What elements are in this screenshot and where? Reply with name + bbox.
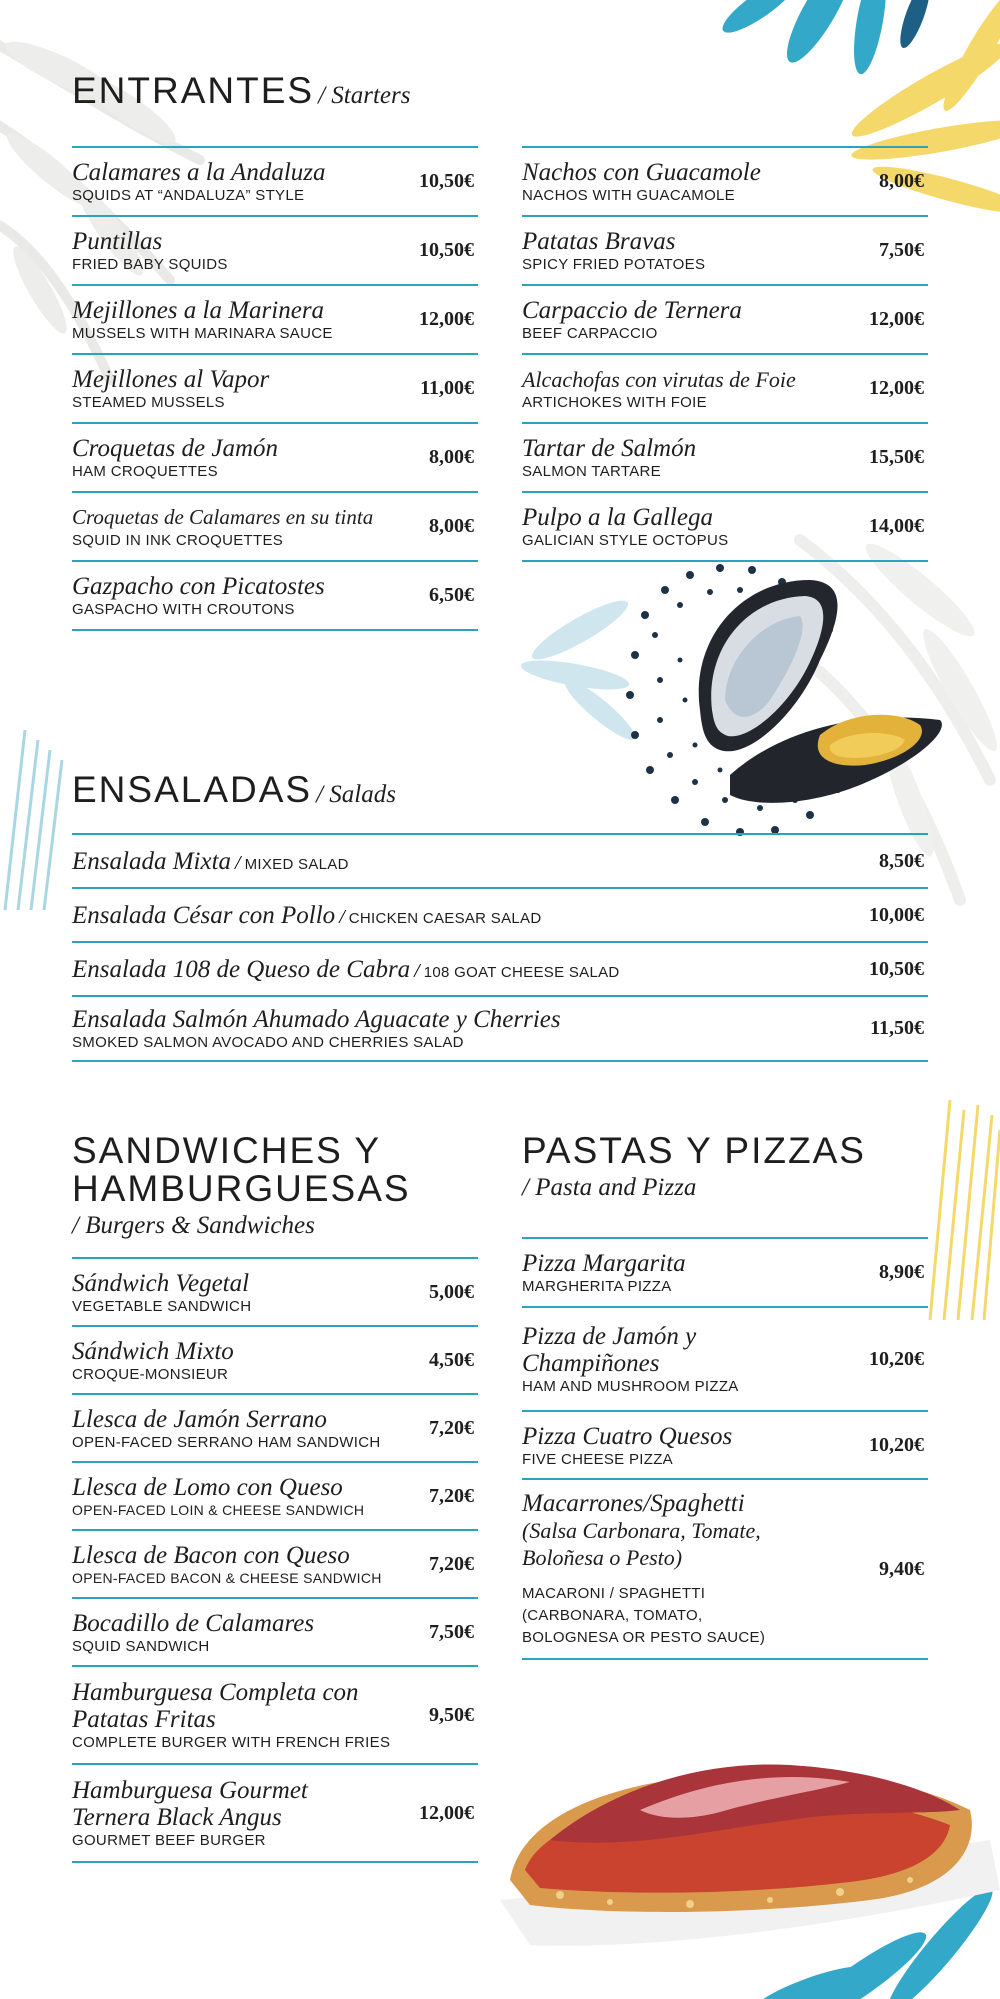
list-item xyxy=(522,1412,928,1480)
item-name: Calamares a la Andaluza xyxy=(72,159,326,186)
item-price: 7,20€ xyxy=(429,1552,474,1575)
list-item xyxy=(522,286,928,355)
item-translation-line2: (CARBONARA, TOMATO, xyxy=(522,1607,703,1624)
item-name: Ensalada 108 de Queso de Cabra xyxy=(72,955,411,983)
list-item xyxy=(72,286,478,355)
item-name: Pizza Margarita xyxy=(522,1250,686,1277)
item-price: 6,50€ xyxy=(429,584,474,606)
item-price: 11,50€ xyxy=(870,1017,924,1039)
list-item xyxy=(72,1765,478,1863)
starters-title: ENTRANTES xyxy=(72,70,315,111)
list-item xyxy=(522,424,928,493)
salads-header xyxy=(72,771,396,809)
item-name: Pulpo a la Gallega xyxy=(522,504,713,531)
item-name-line2: Champiñones xyxy=(522,1350,660,1377)
item-price: 14,00€ xyxy=(869,515,924,537)
item-price: 9,50€ xyxy=(429,1703,474,1726)
list-item xyxy=(72,1395,478,1463)
sandwiches-list xyxy=(72,1257,478,1863)
starters-subtitle: / Starters xyxy=(318,82,411,109)
item-translation: OPEN-FACED BACON & CHEESE SANDWICH xyxy=(72,1569,382,1586)
list-item xyxy=(72,889,928,943)
item-translation: SQUID IN INK CROQUETTES xyxy=(72,532,284,549)
list-item xyxy=(72,1531,478,1599)
item-name: Llesca de Bacon con Queso xyxy=(72,1541,350,1569)
item-translation: HAM CROQUETTES xyxy=(72,463,218,480)
item-name: Croquetas de Jamón xyxy=(72,435,278,462)
list-item xyxy=(72,997,928,1062)
item-name-line2: Patatas Fritas xyxy=(72,1706,216,1733)
item-name-line1: Hamburguesa Completa con xyxy=(72,1679,359,1706)
item-name: Nachos con Guacamole xyxy=(522,159,761,186)
item-price: 8,00€ xyxy=(429,446,474,468)
starters-left-list xyxy=(72,146,478,631)
item-separator: / xyxy=(235,851,241,874)
item-translation-line3: BOLOGNESA OR PESTO SAUCE) xyxy=(522,1629,766,1646)
item-name: Sándwich Vegetal xyxy=(72,1269,250,1297)
item-price: 12,00€ xyxy=(419,308,474,330)
item-price: 10,50€ xyxy=(419,170,474,192)
sandwiches-header xyxy=(72,1132,411,1240)
item-name: Ensalada Mixta xyxy=(72,847,232,875)
item-separator: / xyxy=(339,905,345,928)
item-price: 8,00€ xyxy=(879,170,924,192)
item-price: 12,00€ xyxy=(869,308,924,330)
item-translation: GALICIAN STYLE OCTOPUS xyxy=(522,532,729,549)
item-name: Mejillones a la Marinera xyxy=(72,297,325,324)
item-translation: 108 GOAT CHEESE SALAD xyxy=(423,963,620,981)
item-translation: OPEN-FACED LOIN & CHEESE SANDWICH xyxy=(72,1501,365,1518)
starters-header xyxy=(72,72,410,110)
item-name: Alcachofas con virutas de Foie xyxy=(522,367,796,392)
list-item xyxy=(72,1327,478,1395)
item-name: Gazpacho con Picatostes xyxy=(72,573,325,600)
sandwiches-title-line1: SANDWICHES Y xyxy=(72,1130,382,1171)
item-name: Puntillas xyxy=(72,228,163,255)
item-name: Tartar de Salmón xyxy=(522,435,697,462)
item-translation: SPICY FRIED POTATOES xyxy=(522,256,706,273)
list-item xyxy=(72,562,478,631)
item-translation: NACHOS WITH GUACAMOLE xyxy=(522,187,735,204)
item-translation: GASPACHO WITH CROUTONS xyxy=(72,601,295,618)
list-item xyxy=(522,493,928,562)
item-price: 4,50€ xyxy=(429,1348,474,1371)
item-name-line1: Pizza de Jamón y xyxy=(522,1323,697,1350)
list-item xyxy=(72,835,928,889)
item-translation: SQUIDS AT “ANDALUZA” STYLE xyxy=(72,187,305,204)
item-price: 15,50€ xyxy=(869,446,924,468)
item-separator: / xyxy=(414,959,420,982)
list-item xyxy=(522,355,928,424)
item-price: 8,50€ xyxy=(879,849,924,872)
item-name-line2: Ternera Black Angus xyxy=(72,1804,282,1831)
item-name: Pizza Cuatro Quesos xyxy=(522,1422,733,1450)
item-translation: OPEN-FACED SERRANO HAM SANDWICH xyxy=(72,1433,381,1451)
item-translation: COMPLETE BURGER WITH FRENCH FRIES xyxy=(72,1734,391,1751)
item-translation: VEGETABLE SANDWICH xyxy=(72,1297,252,1315)
list-item xyxy=(522,148,928,217)
item-translation: MARGHERITA PIZZA xyxy=(522,1278,672,1295)
item-translation: BEEF CARPACCIO xyxy=(522,325,658,342)
item-translation: SALMON TARTARE xyxy=(522,463,661,480)
item-name: Croquetas de Calamares en su tinta xyxy=(72,505,374,529)
item-translation-line1: MACARONI / SPAGHETTI xyxy=(522,1585,706,1602)
list-item xyxy=(72,1259,478,1327)
item-price: 10,50€ xyxy=(869,957,924,980)
salads-title: ENSALADAS xyxy=(72,769,313,810)
sandwiches-title-line2: HAMBURGUESAS xyxy=(72,1168,411,1209)
item-name: Sándwich Mixto xyxy=(72,1337,234,1365)
item-price: 10,50€ xyxy=(419,239,474,261)
item-translation: HAM AND MUSHROOM PIZZA xyxy=(522,1378,739,1395)
list-item xyxy=(72,217,478,286)
item-price: 10,20€ xyxy=(869,1347,924,1370)
salads-subtitle: / Salads xyxy=(316,781,396,808)
list-item xyxy=(72,148,478,217)
list-item xyxy=(72,493,478,562)
item-translation: SQUID SANDWICH xyxy=(72,1637,210,1655)
starters-right-list xyxy=(522,146,928,562)
pastas-subtitle: / Pasta and Pizza xyxy=(522,1174,697,1201)
list-item xyxy=(522,1480,928,1660)
sandwiches-subtitle: / Burgers & Sandwiches xyxy=(72,1212,315,1239)
ham-tapa-photo xyxy=(490,1690,1000,1950)
item-price: 10,20€ xyxy=(869,1433,924,1456)
item-price: 7,20€ xyxy=(429,1416,474,1439)
list-item xyxy=(72,943,928,997)
item-name-line1: Macarrones/Spaghetti xyxy=(522,1490,745,1517)
item-translation: SMOKED SALMON AVOCADO AND CHERRIES SALAD xyxy=(72,1034,464,1051)
item-price: 9,40€ xyxy=(879,1557,924,1580)
pastas-header xyxy=(522,1132,866,1202)
item-translation: MIXED SALAD xyxy=(244,855,349,873)
item-price: 7,20€ xyxy=(429,1484,474,1507)
pastas-list xyxy=(522,1237,928,1660)
item-price: 7,50€ xyxy=(429,1620,474,1643)
item-translation: FIVE CHEESE PIZZA xyxy=(522,1450,673,1468)
item-name: Bocadillo de Calamares xyxy=(72,1609,315,1637)
item-name: Llesca de Jamón Serrano xyxy=(72,1405,327,1433)
item-name: Llesca de Lomo con Queso xyxy=(72,1473,343,1501)
leaf-decoration-left-middle-icon xyxy=(0,720,70,920)
list-item xyxy=(72,424,478,493)
item-translation: FRIED BABY SQUIDS xyxy=(72,256,228,273)
item-translation: GOURMET BEEF BURGER xyxy=(72,1832,266,1849)
item-translation: CROQUE-MONSIEUR xyxy=(72,1365,229,1383)
item-translation: STEAMED MUSSELS xyxy=(72,394,225,411)
item-name: Carpaccio de Ternera xyxy=(522,297,742,324)
item-price: 12,00€ xyxy=(419,1801,474,1824)
item-translation: CHICKEN CAESAR SALAD xyxy=(348,909,542,927)
item-name: Ensalada César con Pollo xyxy=(72,901,336,929)
list-item xyxy=(72,1667,478,1765)
item-price: 5,00€ xyxy=(429,1280,474,1303)
item-price: 12,00€ xyxy=(869,377,924,399)
item-price: 8,90€ xyxy=(879,1261,924,1283)
item-name: Mejillones al Vapor xyxy=(72,366,270,393)
salads-list xyxy=(72,833,928,1062)
item-translation: MUSSELS WITH MARINARA SAUCE xyxy=(72,325,333,342)
item-translation: ARTICHOKES WITH FOIE xyxy=(522,394,707,411)
item-name-line2: (Salsa Carbonara, Tomate, xyxy=(522,1518,761,1543)
list-item xyxy=(72,355,478,424)
item-name-line3: Boloñesa o Pesto) xyxy=(522,1545,683,1570)
pastas-title: PASTAS Y PIZZAS xyxy=(522,1130,866,1171)
mussel-photo xyxy=(520,560,960,845)
item-name: Patatas Bravas xyxy=(522,228,676,255)
list-item xyxy=(522,217,928,286)
list-item xyxy=(522,1239,928,1308)
leaf-decoration-right-yellow-icon xyxy=(920,1090,1000,1330)
item-name: Ensalada Salmón Ahumado Aguacate y Cherries xyxy=(72,1006,561,1033)
item-price: 7,50€ xyxy=(879,239,924,261)
item-price: 10,00€ xyxy=(869,903,924,926)
item-name-line1: Hamburguesa Gourmet xyxy=(72,1777,308,1804)
list-item xyxy=(72,1463,478,1531)
item-price: 11,00€ xyxy=(420,377,474,399)
item-price: 8,00€ xyxy=(429,515,474,537)
list-item xyxy=(72,1599,478,1667)
list-item xyxy=(522,1308,928,1412)
